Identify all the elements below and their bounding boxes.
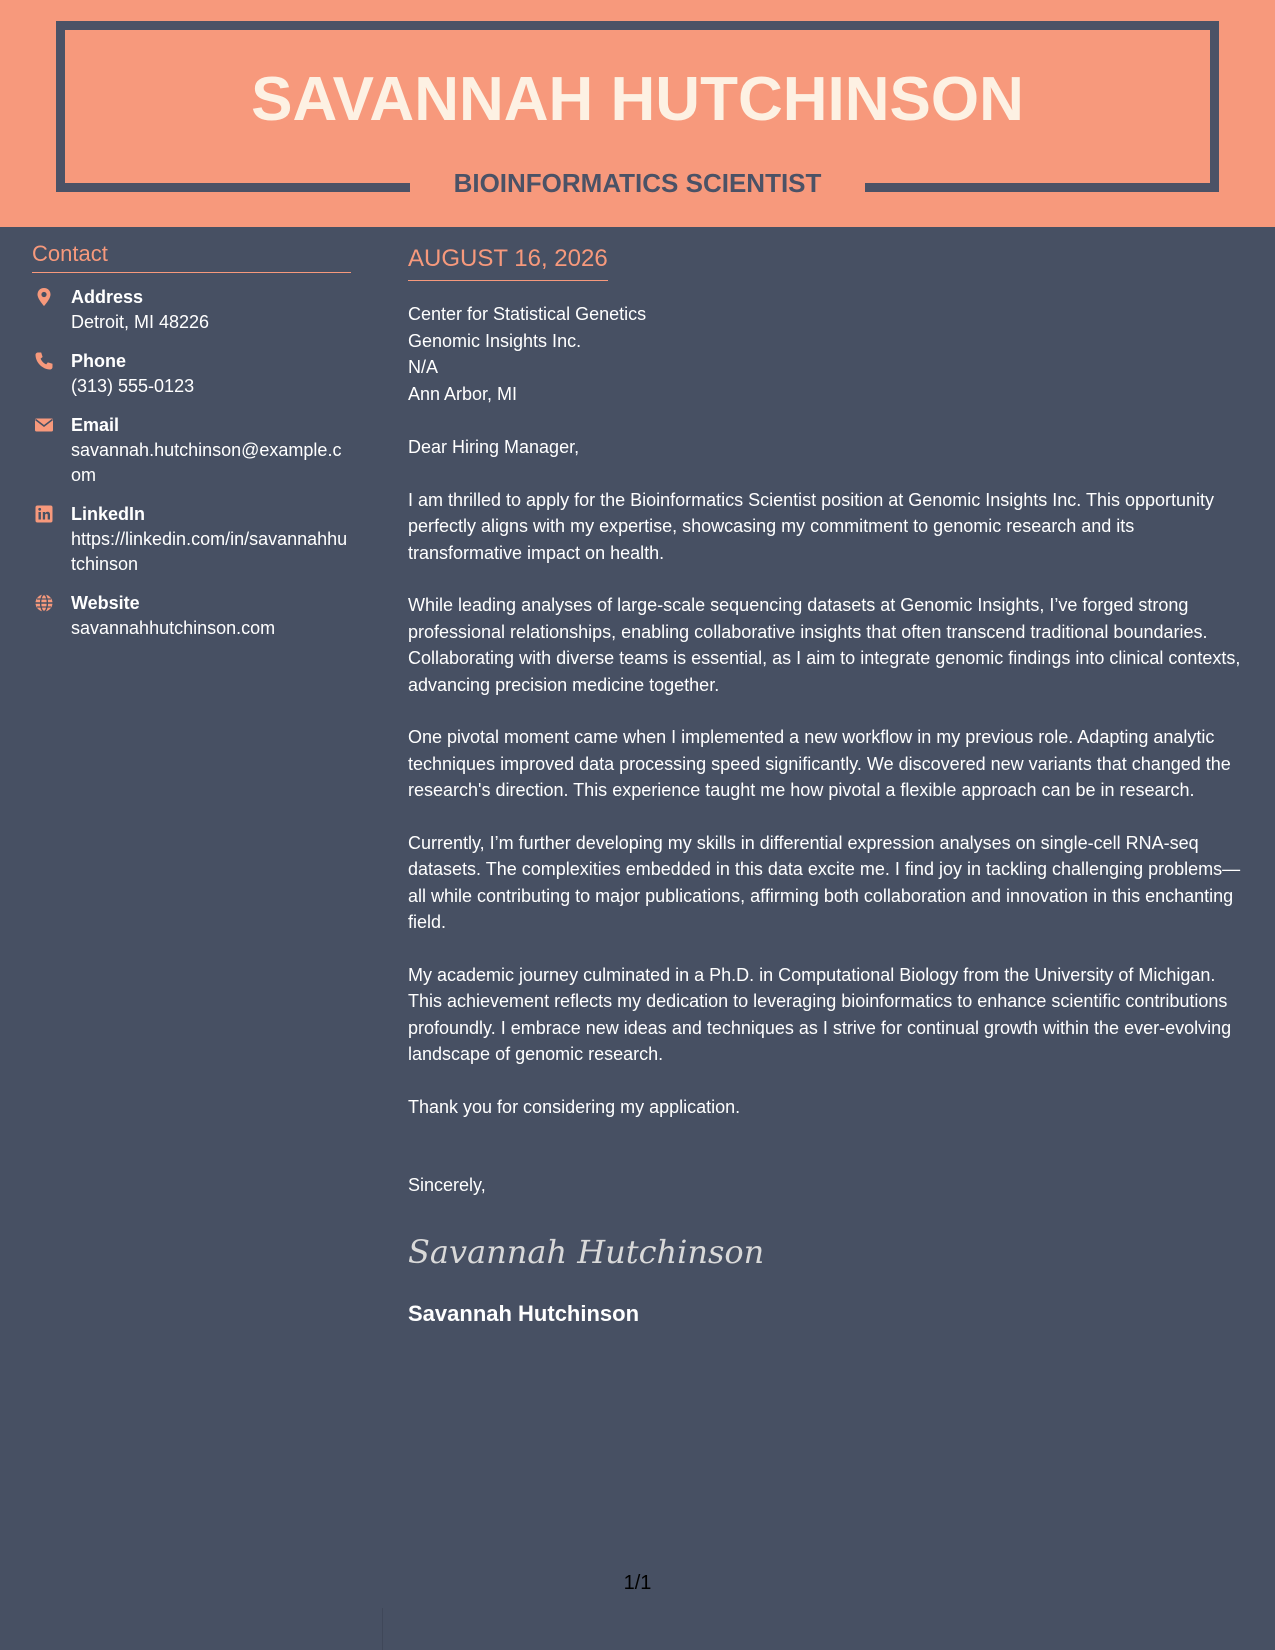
closing: Sincerely, xyxy=(408,1175,486,1195)
applicant-name: SAVANNAH HUTCHINSON xyxy=(251,65,1024,134)
globe-icon xyxy=(34,593,54,613)
contact-item-email xyxy=(32,413,351,488)
letter-date: AUGUST 16, 2026 xyxy=(408,243,608,281)
recipient-line: Center for Statistical Genetics xyxy=(408,304,647,324)
salutation: Dear Hiring Manager, xyxy=(408,437,580,457)
contact-value[interactable]: savannah.hutchinson@example.com xyxy=(71,440,342,485)
recipient-line: N/A xyxy=(408,357,439,377)
phone-icon xyxy=(34,351,54,371)
contact-value[interactable]: https://linkedin.com/in/savannahhutchinson xyxy=(71,529,348,574)
linkedin-icon xyxy=(34,504,54,524)
letter-paragraph: Thank you for considering my application. xyxy=(408,1096,741,1117)
recipient-line: Genomic Insights Inc. xyxy=(408,330,582,351)
contact-value[interactable]: savannahhutchinson.com xyxy=(71,618,276,638)
contact-item-website xyxy=(32,591,351,641)
map-pin-icon xyxy=(34,287,54,307)
contact-label: Address xyxy=(71,287,144,307)
column-divider xyxy=(382,1608,383,1650)
job-title: BIOINFORMATICS SCIENTIST xyxy=(453,168,822,198)
header-banner xyxy=(0,0,1275,227)
recipient-line: Ann Arbor, MI xyxy=(408,383,518,404)
contact-value: (313) 555-0123 xyxy=(71,376,195,396)
contact-value: Detroit, MI 48226 xyxy=(71,312,210,332)
contact-item-phone xyxy=(32,349,351,399)
contact-item-address xyxy=(32,285,351,335)
signer-name: Savannah Hutchinson xyxy=(408,1300,640,1326)
contact-heading: Contact xyxy=(32,240,351,273)
contact-sidebar xyxy=(32,240,351,655)
letter-body xyxy=(408,243,1250,1329)
contact-label: Email xyxy=(71,415,120,435)
recipient-block xyxy=(408,301,1250,407)
contact-label: Website xyxy=(71,593,140,613)
contact-label: Phone xyxy=(71,351,127,371)
page-number: 1/1 xyxy=(623,1572,652,1594)
handwritten-signature: Savannah Hutchinson xyxy=(408,1232,765,1271)
contact-item-linkedin xyxy=(32,502,351,577)
contact-label: LinkedIn xyxy=(71,504,146,524)
letter-paragraph: Currently, I’m further developing my skills in differential expression analyses on single-cell RNA-seq datasets. The complexities embedded in this data excite me. I find joy in tackling challenging problems—all while contributing to major publications, affirming both collaboration and innovation in this enchanting field. xyxy=(408,832,1241,932)
envelope-icon xyxy=(34,415,54,435)
letter-paragraph: My academic journey culminated in a Ph.D. in Computational Biology from the University of Michigan. This achievement reflects my dedication to leveraging bioinformatics to enhance scientific contributions profoundly. I embrace new ideas and techniques as I strive for continual growth within the ever-evolving landscape of genomic research. xyxy=(408,964,1232,1064)
letter-paragraph: I am thrilled to apply for the Bioinformatics Scientist position at Genomic Insights Inc. This opportunity perfectly aligns with my expertise, showcasing my commitment to genomic research and its transformative impact on health. xyxy=(408,489,1215,563)
letter-paragraph: While leading analyses of large-scale sequencing datasets at Genomic Insights, I’ve forged strong professional relationships, enabling collaborative insights that often transcend traditional boundaries. Collaborating with diverse teams is essential, as I aim to integrate genomic findings into clinical contexts, advancing precision medicine together. xyxy=(408,595,1241,695)
letter-paragraph: One pivotal moment came when I implemented a new workflow in my previous role. Adapting analytic techniques improved data processing speed significantly. We discovered new variants that changed the research's direction. This experience taught me how pivotal a flexible approach can be in research. xyxy=(408,727,1231,800)
